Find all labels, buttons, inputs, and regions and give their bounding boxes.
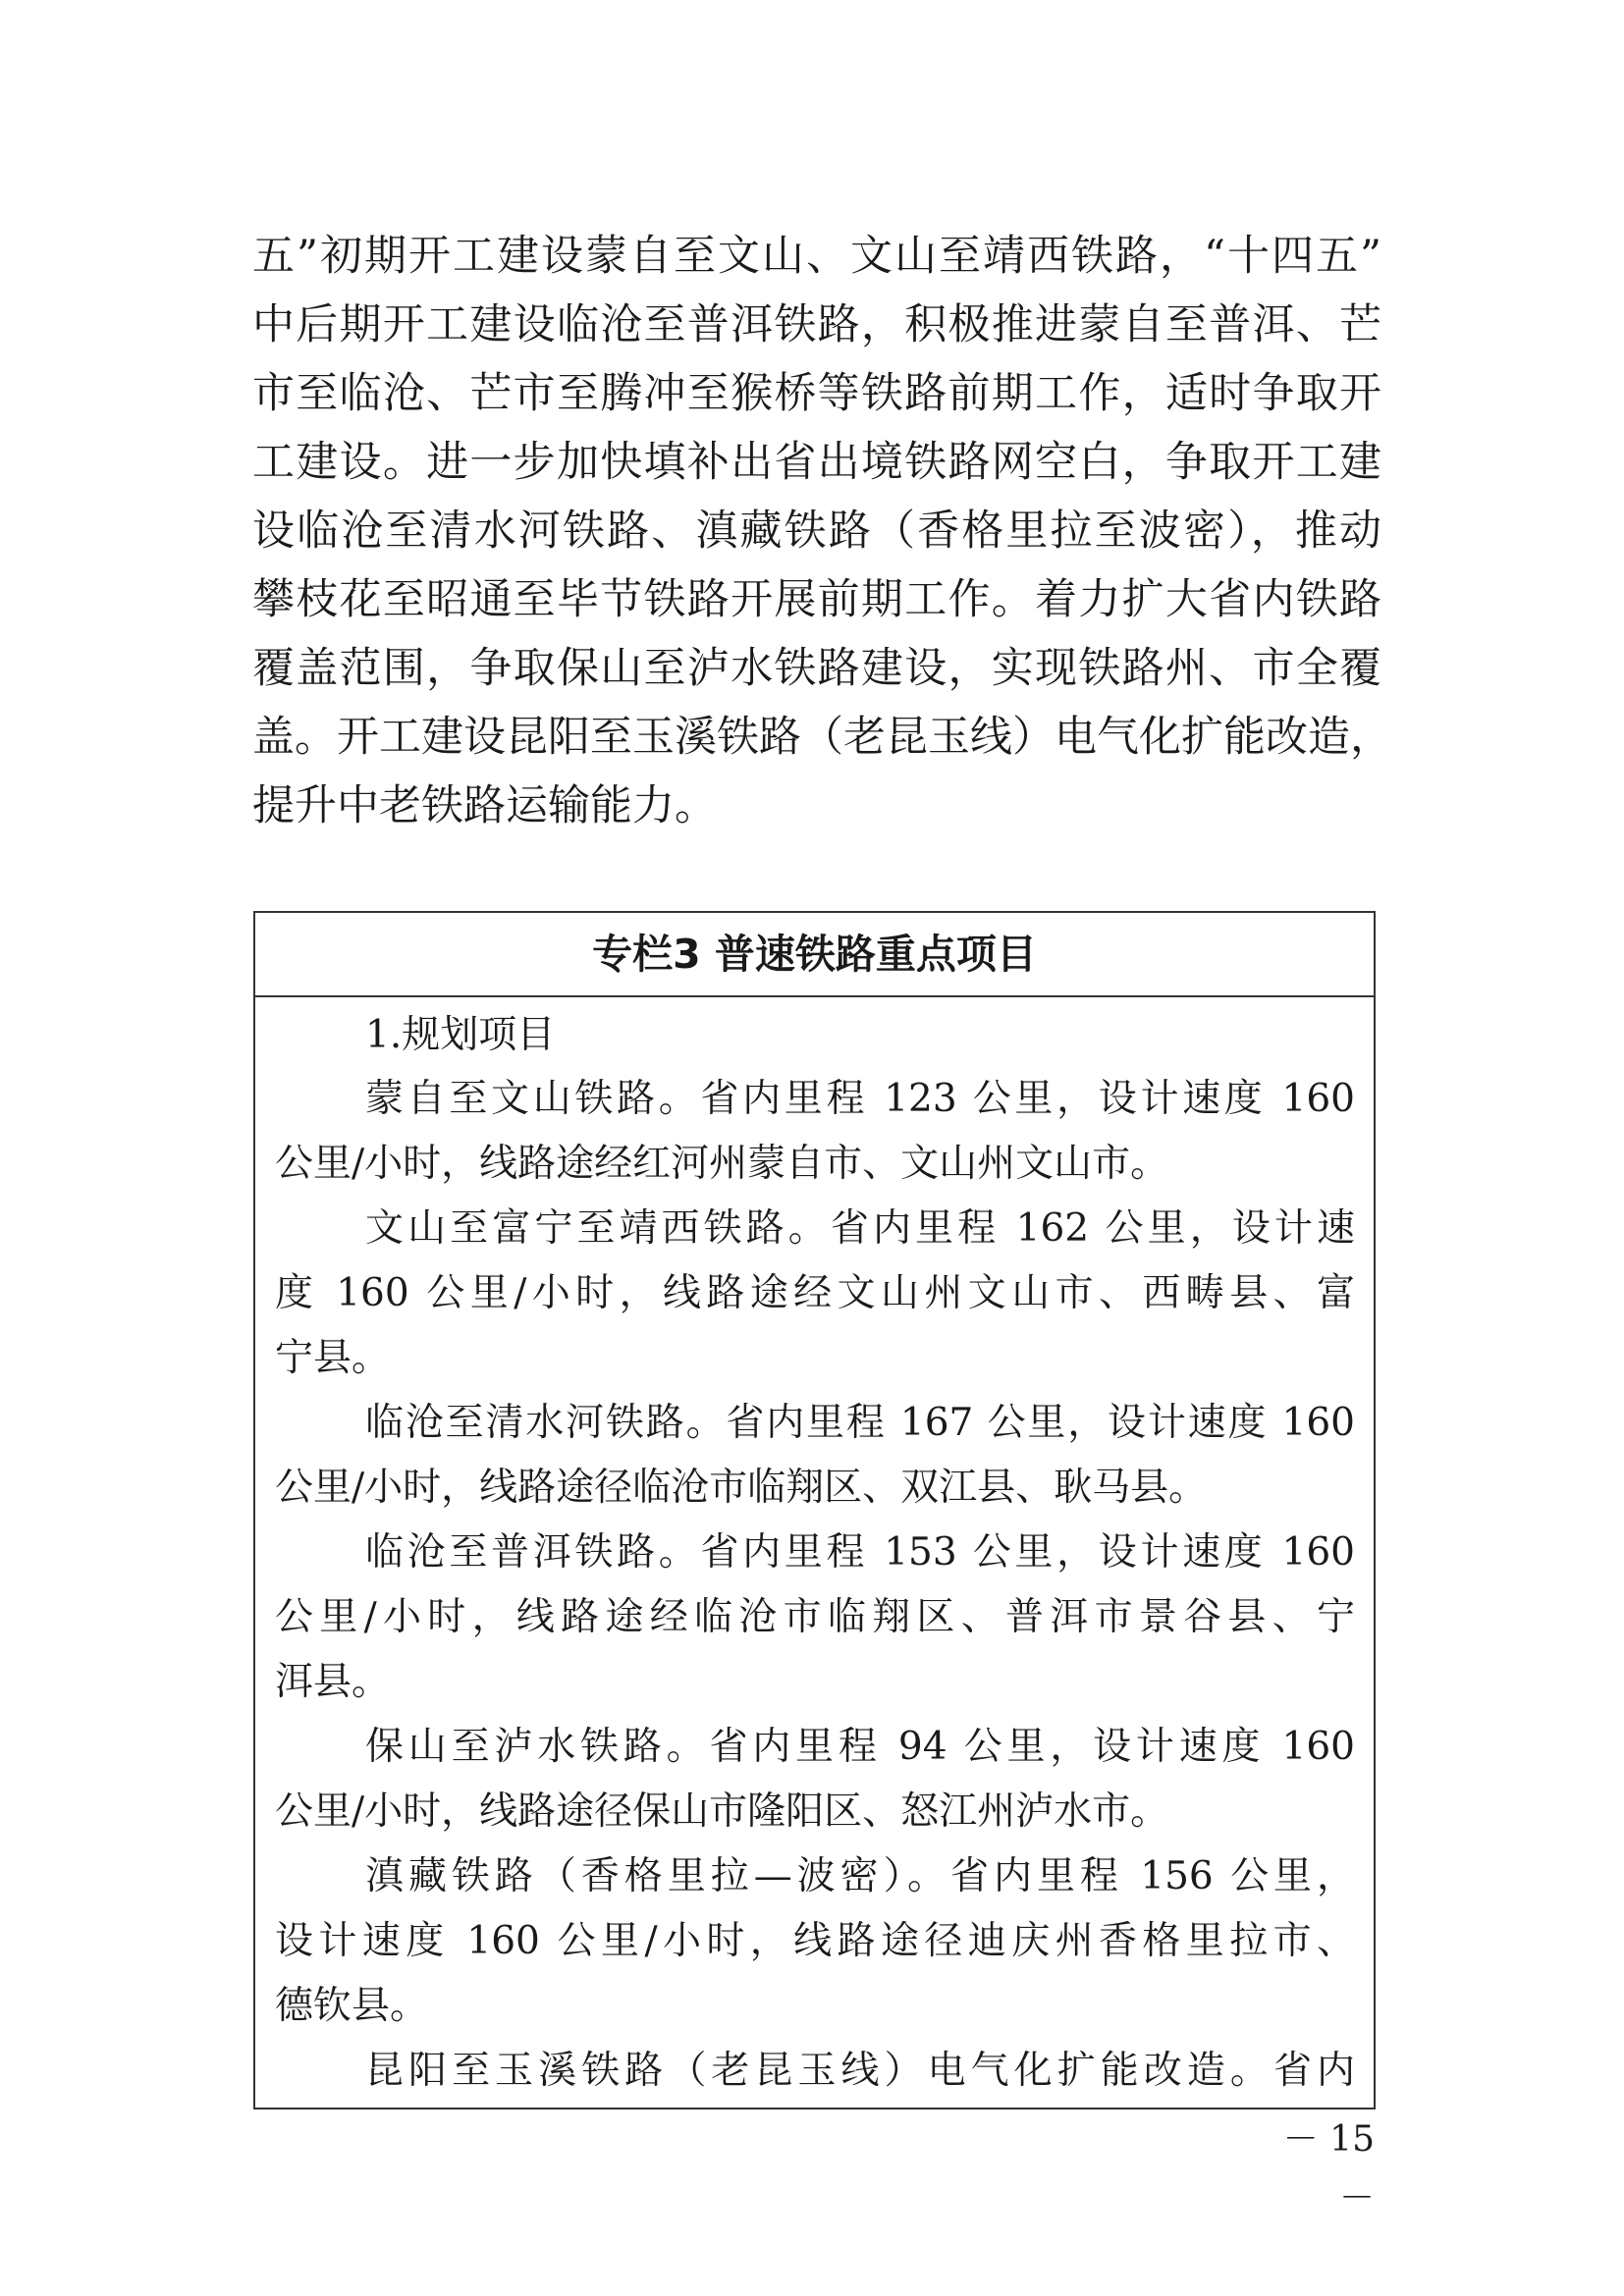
body-line: 盖。开工建设昆阳至玉溪铁路（老昆玉线）电气化扩能改造， — [252, 713, 1392, 762]
project-line: 设计速度 160 公里/小时，线路途径迪庆州香格里拉市、 — [275, 1919, 1355, 1963]
project-line: 保山至泸水铁路。省内里程 94 公里，设计速度 160 — [365, 1725, 1355, 1769]
section-heading: 1.规划项目 — [365, 1013, 556, 1057]
project-line: 德钦县。 — [275, 1984, 429, 2028]
body-line: 攀枝花至昭通至毕节铁路开展前期工作。着力扩大省内铁路 — [252, 575, 1381, 624]
project-line: 蒙自至文山铁路。省内里程 123 公里，设计速度 160 — [365, 1077, 1355, 1121]
project-line: 临沧至普洱铁路。省内里程 153 公里，设计速度 160 — [365, 1530, 1355, 1575]
body-line: 中后期开工建设临沧至普洱铁路，积极推进蒙自至普洱、芒 — [252, 300, 1381, 349]
body-line: 提升中老铁路运输能力。 — [252, 781, 717, 830]
project-line: 公里/小时，线路途经临沧市临翔区、普洱市景谷县、宁 — [275, 1595, 1355, 1639]
project-line: 公里/小时，线路途径临沧市临翔区、双江县、耿马县。 — [275, 1466, 1208, 1510]
project-line: 公里/小时，线路途经红河州蒙自市、文山州文山市。 — [275, 1142, 1169, 1186]
body-line: 市至临沧、芒市至腾冲至猴桥等铁路前期工作，适时争取开 — [252, 369, 1381, 418]
project-line: 文山至富宁至靖西铁路。省内里程 162 公里，设计速 — [365, 1206, 1355, 1251]
body-line: 五”初期开工建设蒙自至文山、文山至靖西铁路，“十四五” — [252, 232, 1381, 281]
project-line: 公里/小时，线路途径保山市隆阳区、怒江州泸水市。 — [275, 1789, 1169, 1834]
body-line: 工建设。进一步加快填补出省出境铁路网空白，争取开工建 — [252, 438, 1381, 487]
project-line: 宁县。 — [275, 1336, 391, 1380]
project-line: 昆阳至玉溪铁路（老昆玉线）电气化扩能改造。省内 — [365, 2049, 1355, 2093]
project-line: 滇藏铁路（香格里拉—波密）。省内里程 156 公里， — [365, 1854, 1355, 1898]
column-title: 专栏3 普速铁路重点项目 — [255, 913, 1374, 997]
project-column-box — [253, 911, 1376, 2109]
project-line: 洱县。 — [275, 1660, 391, 1704]
project-line: 临沧至清水河铁路。省内里程 167 公里，设计速度 160 — [365, 1401, 1355, 1445]
page-number: － 15 － — [1282, 2119, 1375, 2218]
body-line: 设临沧至清水河铁路、滇藏铁路（香格里拉至波密），推动 — [252, 507, 1381, 556]
project-line: 度 160 公里/小时，线路途经文山州文山市、西畴县、富 — [275, 1271, 1355, 1315]
body-line: 覆盖范围，争取保山至泸水铁路建设，实现铁路州、市全覆 — [252, 644, 1381, 693]
